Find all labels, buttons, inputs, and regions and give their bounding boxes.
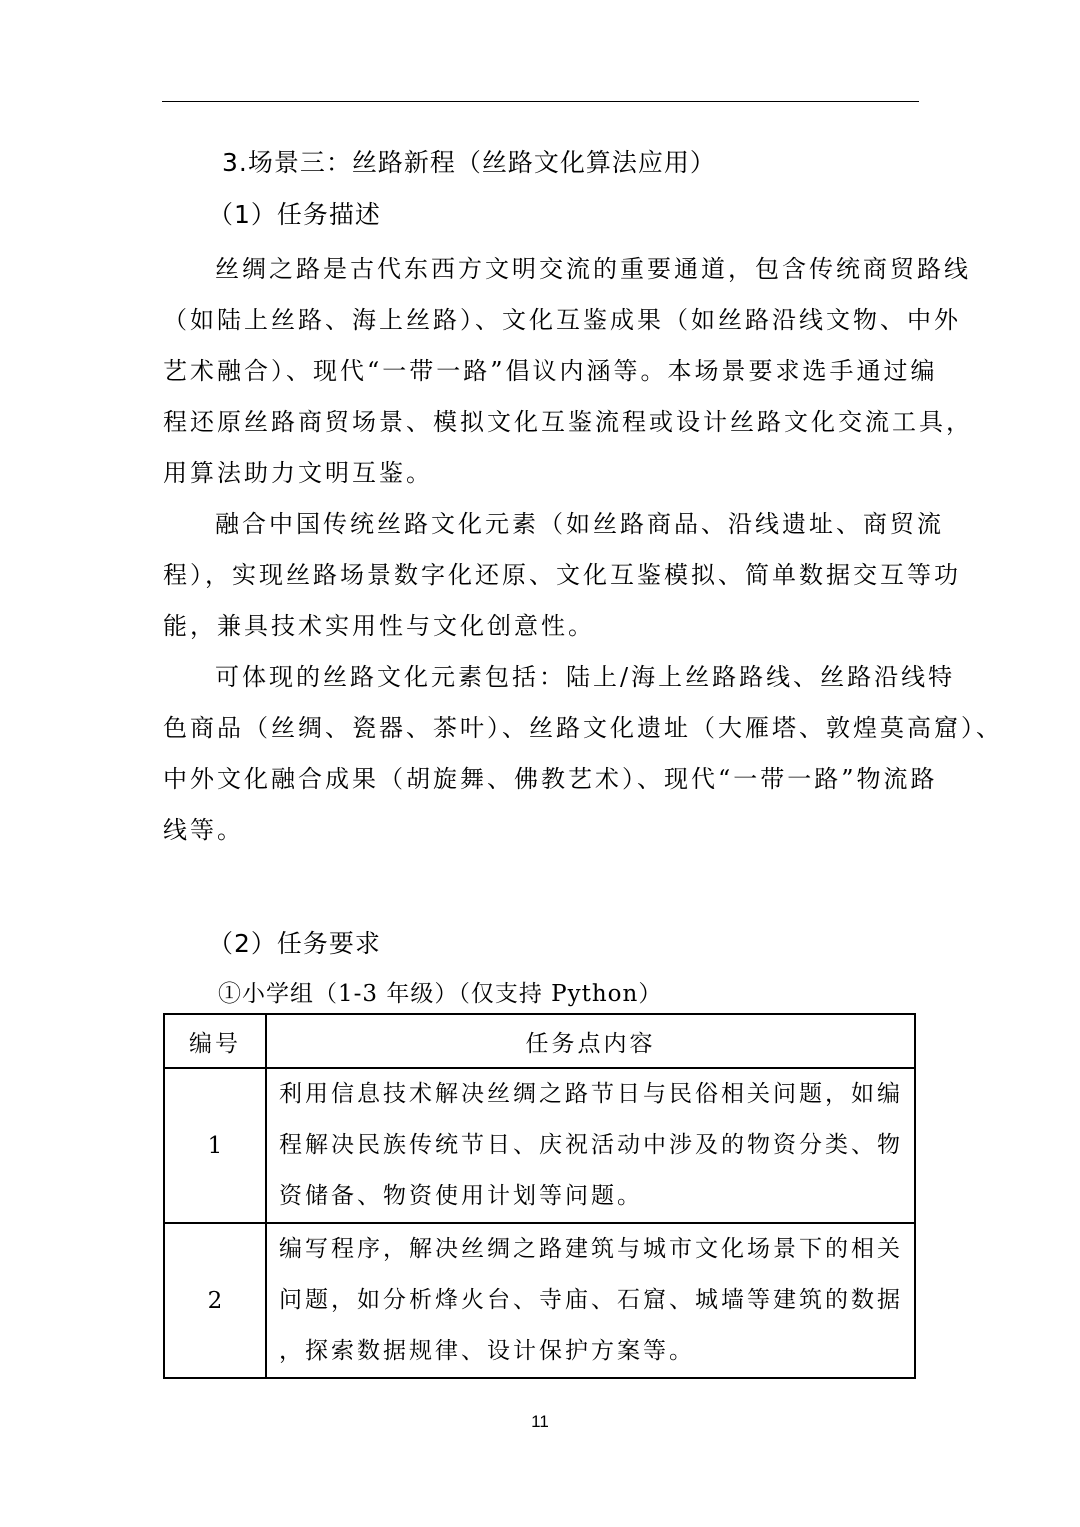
cell-line: 利用信息技术解决丝绸之路节日与民俗相关问题，如编 [279,1081,903,1107]
paragraph-line: 用算法助力文明互鉴。 [163,459,433,487]
cell-line: 资储备、物资使用计划等问题。 [279,1183,643,1209]
paragraph-line: 色商品（丝绸、瓷器、茶叶）、丝路文化遗址（大雁塔、敦煌莫高窟）、 [163,714,1003,742]
paragraph-line: 线等。 [163,816,244,844]
table-row [164,1223,915,1378]
paragraph-line: 丝绸之路是古代东西方文明交流的重要通道，包含传统商贸路线 [215,255,971,283]
paragraph-line: 融合中国传统丝路文化元素（如丝路商品、沿线遗址、商贸流 [215,510,944,538]
row-number: 1 [164,1068,266,1223]
paragraph-line: 能，兼具技术实用性与文化创意性。 [163,612,595,640]
column-header-number: 编号 [164,1014,266,1068]
page-number: 11 [531,1412,549,1431]
paragraph-line: 中外文化融合成果（胡旋舞、佛教艺术）、现代“一带一路”物流路 [163,765,938,793]
task-table [163,1013,916,1379]
table-header-row [164,1014,915,1068]
paragraph-line: 可体现的丝路文化元素包括：陆上/海上丝路路线、丝路沿线特 [215,663,956,691]
group-label: ①小学组（1-3 年级）（仅支持 Python） [218,981,663,1007]
paragraph-line: 艺术融合）、现代“一带一路”倡议内涵等。本场景要求选手通过编 [163,357,938,385]
section-heading: 3.场景三：丝路新程（丝路文化算法应用） [222,148,716,177]
paragraph-line: （如陆上丝路、海上丝路）、文化互鉴成果（如丝路沿线文物、中外 [163,306,961,334]
paragraph-line: 程还原丝路商贸场景、模拟文化互鉴流程或设计丝路文化交流工具， [163,408,973,436]
header-rule [162,101,919,102]
task-description-heading: （1）任务描述 [208,200,381,229]
paragraph-element-examples [163,652,1003,856]
row-content [266,1068,915,1223]
column-header-content: 任务点内容 [266,1014,915,1068]
cell-line: ，探索数据规律、设计保护方案等。 [279,1338,695,1364]
table-row [164,1068,915,1223]
cell-line: 编写程序，解决丝绸之路建筑与城市文化场景下的相关 [279,1236,903,1262]
paragraph-culture-elements [163,499,961,652]
row-content [266,1223,915,1378]
cell-line: 程解决民族传统节日、庆祝活动中涉及的物资分类、物 [279,1132,903,1158]
row-number: 2 [164,1223,266,1378]
cell-line: 问题，如分析烽火台、寺庙、石窟、城墙等建筑的数据 [279,1287,903,1313]
paragraph-silk-road-intro [163,244,973,499]
task-requirements-heading: （2）任务要求 [208,929,381,958]
paragraph-line: 程），实现丝路场景数字化还原、文化互鉴模拟、简单数据交互等功 [163,561,961,589]
